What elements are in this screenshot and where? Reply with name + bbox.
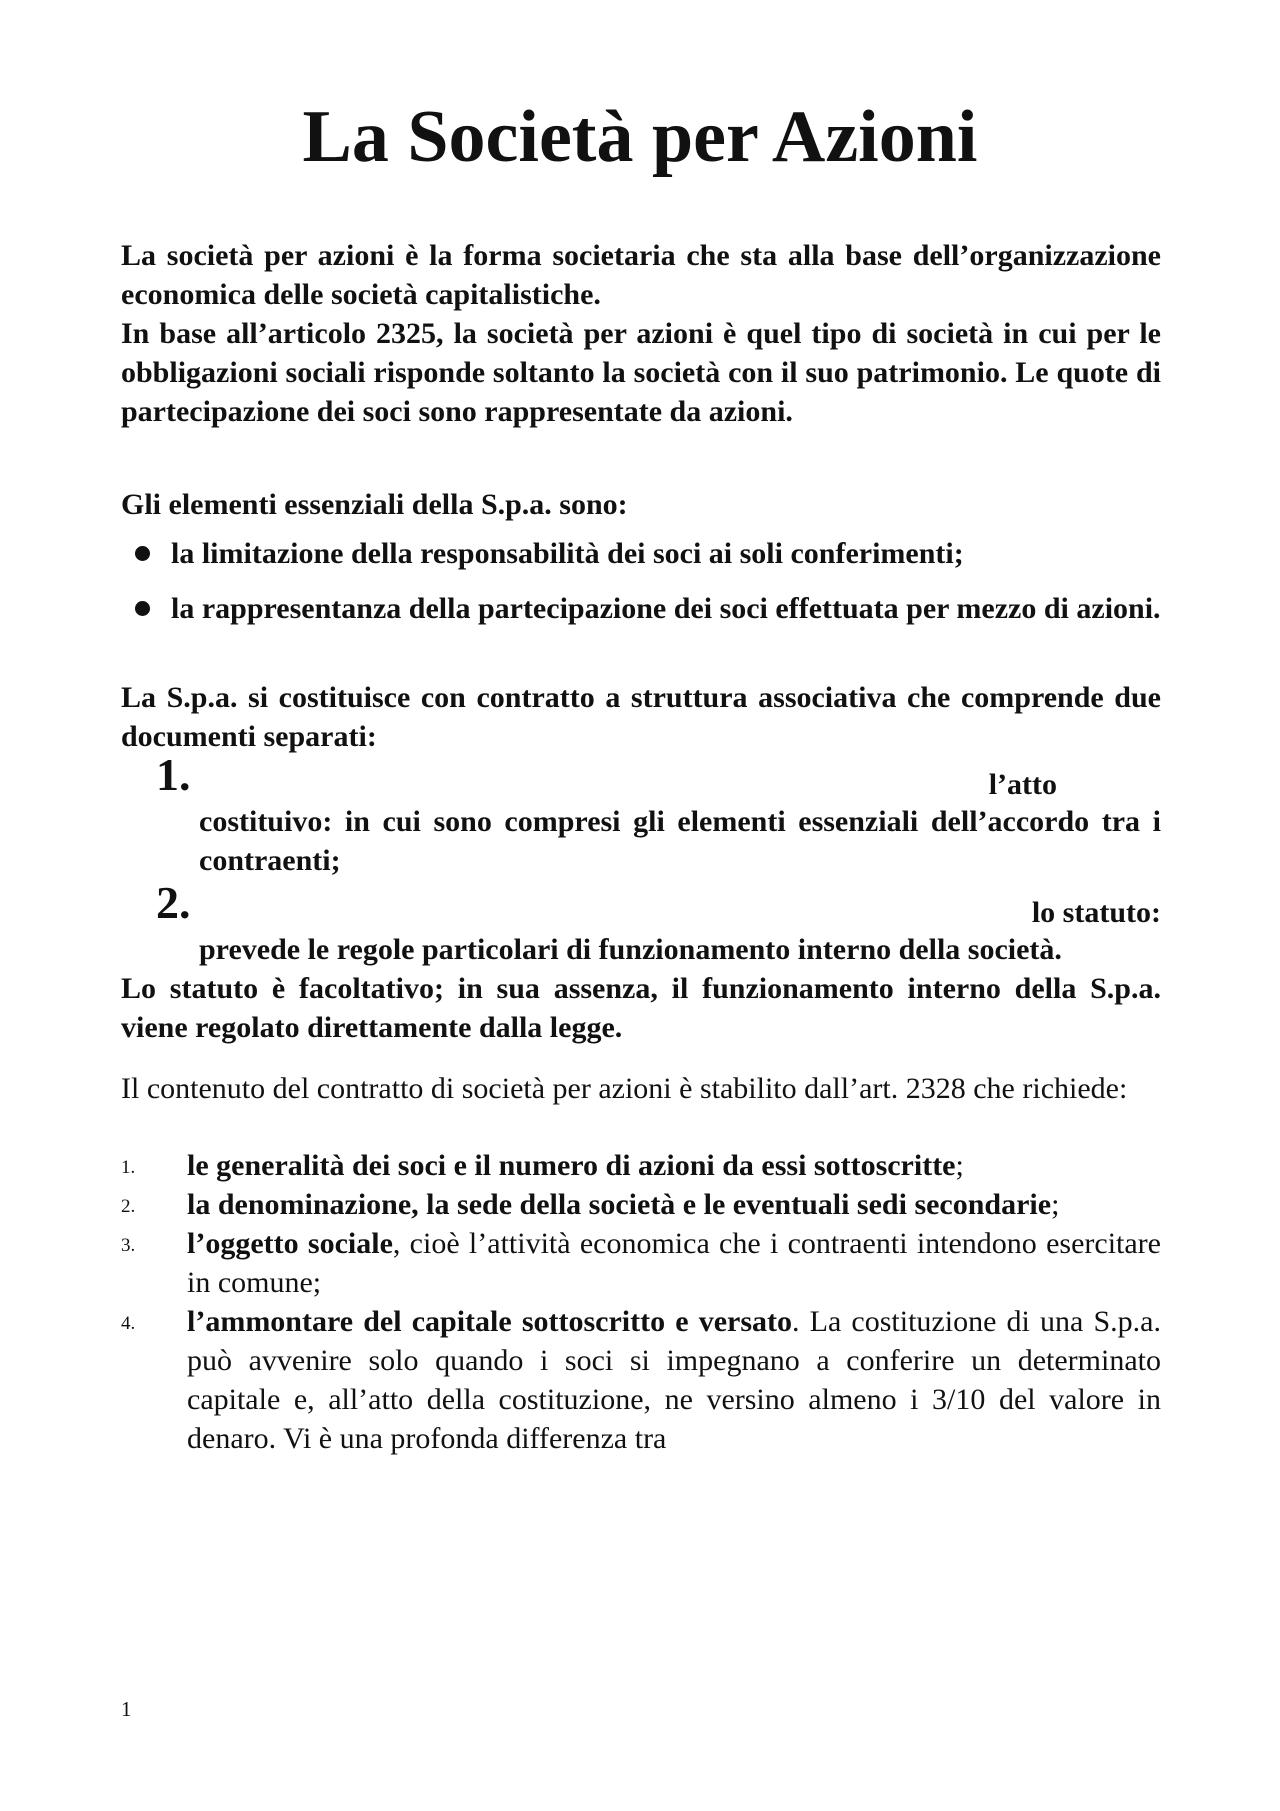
constitution-intro: La S.p.a. si costituisce con contratto a struttura associativa che comprende due documenti separati: <box>121 681 1161 753</box>
list-item <box>121 749 1161 880</box>
intro-paragraph-1: La società per azioni è la forma societaria che sta alla base dell’organizzazione economica delle società capitalistiche. <box>121 239 1161 311</box>
list-item: 3. l’oggetto sociale, cioè l’attività economica che i contraenti intendono esercitare in comune; <box>121 1227 1161 1299</box>
list-item: la limitazione della responsabilità dei soci ai soli conferimenti; <box>121 532 1161 575</box>
list-item <box>121 877 1161 969</box>
list-number: 1. <box>121 1157 136 1178</box>
documents-list <box>121 749 1161 969</box>
intro-paragraph-2: In base all’articolo 2325, la società per azioni è quel tipo di società in cui per le obbligazioni sociali risponde soltanto la società con il suo patrimonio. Le quote di partecipazione dei soci sono rappresentate da azioni. <box>121 317 1161 428</box>
document-body <box>121 236 1161 1458</box>
list-item: 2. la denominazione, la sede della società e le eventuali sedi secondarie; <box>121 1185 1161 1224</box>
elements-heading: Gli elementi essenziali della S.p.a. sono: <box>121 488 628 521</box>
bullet-icon <box>135 601 150 616</box>
bullet-icon <box>135 546 150 561</box>
requirements-list <box>121 1146 1161 1458</box>
elements-list <box>121 532 1161 630</box>
list-number: 3. <box>121 1235 136 1256</box>
document-description: prevede le regole particolari di funzionamento interno della società. <box>199 933 1062 966</box>
document-term: l’atto <box>988 768 1057 801</box>
page-title: La Società per Azioni <box>302 96 978 178</box>
document-term: lo statuto: <box>1031 896 1161 929</box>
list-number: 4. <box>121 1313 136 1334</box>
list-item: 4. l’ammontare del capitale sottoscritto e versato. La costituzione di una S.p.a. può avvenire solo quando i soci si impegnano a conferire un determinato capitale e, all’atto della costituzione, ne versino almeno i 3/10 del valore in denaro. Vi è una profonda differenza tra <box>121 1305 1161 1455</box>
statute-note: Lo statuto è facoltativo; in sua assenza, il funzionamento interno della S.p.a. viene regolato direttamente dalla legge. <box>121 972 1161 1044</box>
list-number: 1. <box>156 749 191 800</box>
list-number: 2. <box>156 877 191 928</box>
list-item: la rappresentanza della partecipazione dei soci effettuata per mezzo di azioni. <box>121 587 1161 630</box>
list-number: 2. <box>121 1196 136 1217</box>
page-number: 1 <box>121 1697 132 1721</box>
list-item: 1. le generalità dei soci e il numero di azioni da essi sottoscritte; <box>121 1146 1161 1185</box>
document-description: costituivo: in cui sono compresi gli elementi essenziali dell’accordo tra i contraenti; <box>199 805 1161 877</box>
contract-intro: Il contenuto del contratto di società per azioni è stabilito dall’art. 2328 che richiede: <box>121 1072 1128 1105</box>
